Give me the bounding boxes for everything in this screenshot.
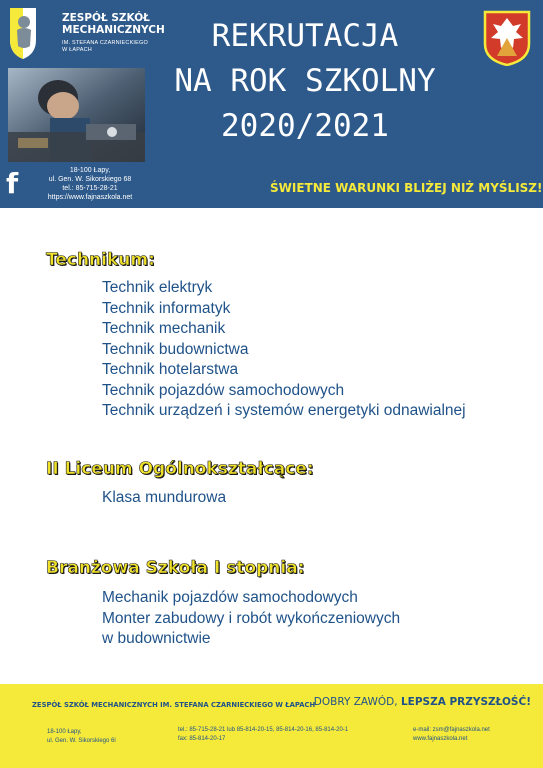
list-item: Technik informatyk: [102, 299, 231, 317]
workshop-photo: [8, 68, 145, 162]
address-line: 18-100 Łapy,: [47, 729, 82, 735]
phone-line: tel.: 85-715-28-21 lub 85-814-20-15, 85-814-20-16, 85-814-20-1: [178, 727, 349, 733]
school-logo-icon: [8, 6, 38, 60]
section-heading-liceum: II Liceum Ogólnokształcące:: [46, 459, 314, 479]
program-list-branzowa: [102, 588, 400, 650]
section-heading-branzowa: Branżowa Szkoła I stopnia:: [46, 558, 305, 578]
email-link[interactable]: e-mail: zsm@fajnaszkola.net: [413, 727, 490, 733]
title-line: 2020/2021: [221, 108, 389, 144]
list-item: Technik mechanik: [102, 320, 226, 337]
footer: [0, 684, 543, 768]
list-item: Technik budownictwa: [102, 340, 249, 358]
address-line: ul. Gen. W. Sikorskiego 6l: [47, 738, 116, 744]
page-title: [150, 14, 460, 149]
footer-address: [47, 728, 116, 746]
contact-line: ul. Gen. W. Sikorskiego 68: [48, 176, 132, 183]
list-item: Klasa mundurowa: [102, 489, 227, 506]
list-item: w budownictwie: [102, 630, 211, 647]
contact-line: tel.: 85-715-28-21: [62, 185, 118, 192]
footer-web: [413, 726, 490, 744]
slogan: ŚWIETNE WARUNKI BLIŻEJ NIŻ MYŚLISZ!: [270, 181, 543, 195]
school-name-line: ZESPÓŁ SZKÓŁ: [62, 12, 150, 24]
county-crest-icon: [483, 10, 531, 66]
facebook-icon[interactable]: f: [6, 167, 19, 200]
website-link[interactable]: www.fajnaszkola.net: [413, 736, 468, 742]
footer-phones: [178, 726, 348, 744]
list-item: Mechanik pojazdów samochodowych: [102, 589, 358, 606]
contact-line: 18-100 Łapy,: [69, 167, 111, 174]
school-patron-line: W ŁAPACH: [62, 47, 92, 53]
program-list-liceum: [102, 488, 226, 509]
website-link[interactable]: https://www.fajnaszkola.net: [47, 194, 133, 201]
list-item: Monter zabudowy i robót wykończeniowych: [102, 609, 401, 627]
list-item: Technik urządzeń i systemów energetyki odnawialnej: [102, 402, 466, 419]
list-item: Technik hotelarstwa: [102, 361, 239, 378]
section-heading-technikum: Technikum:: [46, 250, 155, 270]
school-name-line: MECHANICZNYCH: [62, 24, 165, 36]
list-item: Technik pojazdów samochodowych: [102, 381, 345, 399]
list-item: Technik elektryk: [102, 279, 213, 296]
school-patron-line: IM. STEFANA CZARNIECKIEGO: [62, 40, 148, 46]
fax-line: fax: 85-814-20-17: [178, 736, 226, 742]
title-line: REKRUTACJA: [211, 18, 399, 54]
title-line: NA ROK SZKOLNY: [174, 63, 436, 99]
footer-motto: [314, 695, 531, 709]
footer-school-name: ZESPÓŁ SZKÓŁ MECHANICZNYCH IM. STEFANA CZARNIECKIEGO W ŁAPACH: [32, 701, 316, 709]
header-banner: [0, 0, 543, 208]
program-list-technikum: [102, 278, 466, 422]
motto-bold: LEPSZA PRZYSZŁOŚĆ!: [400, 696, 531, 708]
motto-prefix: DOBRY ZAWÓD,: [313, 696, 398, 708]
header-contact: [36, 166, 144, 202]
